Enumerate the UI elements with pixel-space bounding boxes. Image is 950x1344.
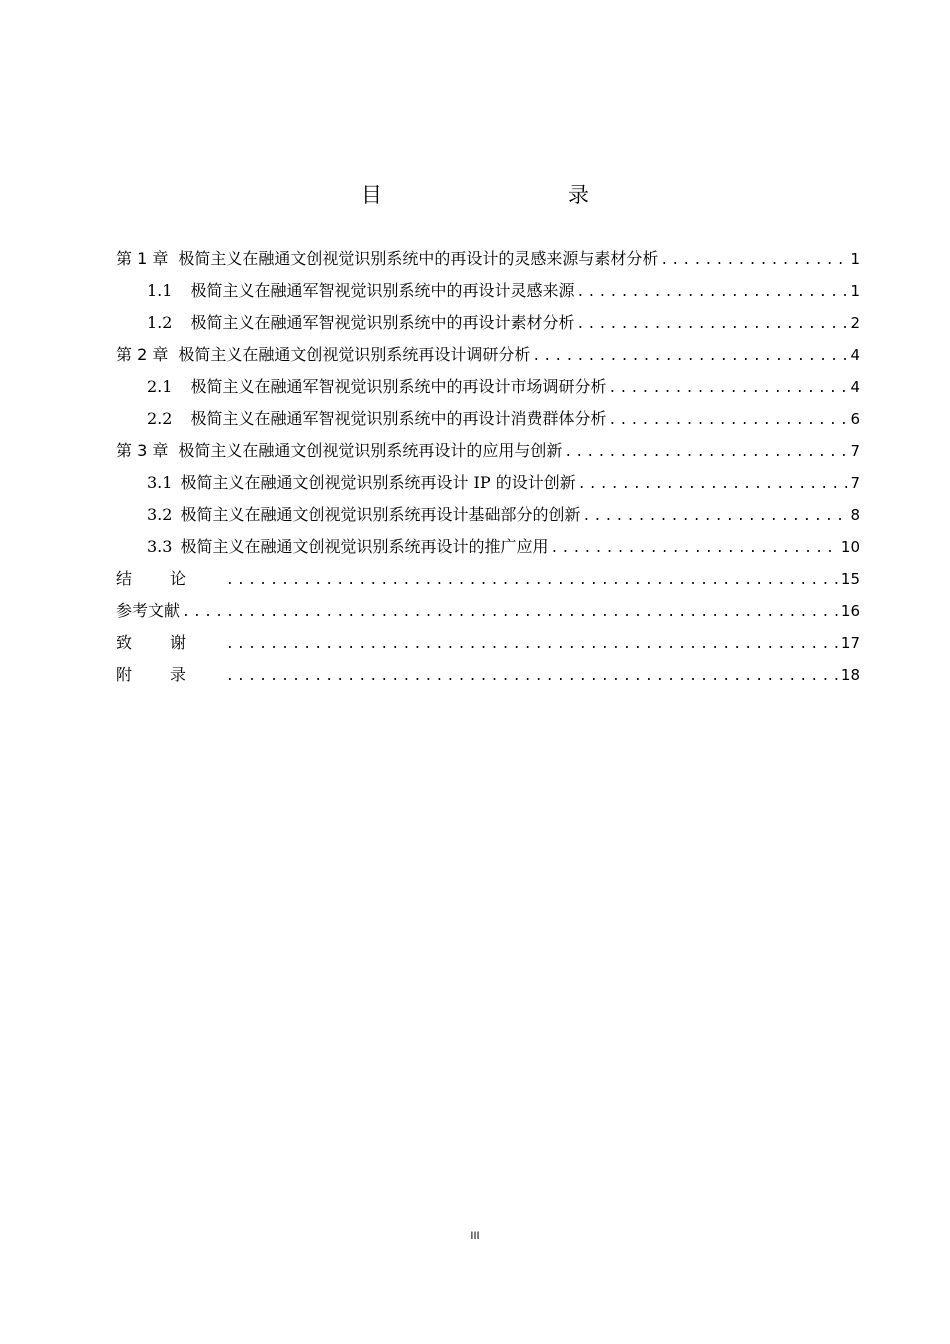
dot-leader (182, 600, 838, 626)
toc-entry-number: 第 1 章 (116, 249, 169, 268)
toc-entry-acknowledgements[interactable] (116, 630, 860, 662)
toc-entry-title: 结论 (116, 569, 225, 588)
toc-entry-page: 15 (840, 570, 860, 588)
toc-entry-section-3-2[interactable] (116, 502, 860, 534)
toc-entry-page: 1 (850, 250, 860, 268)
dot-leader (576, 280, 847, 306)
dot-leader (564, 440, 847, 466)
toc-entry-page: 8 (850, 506, 860, 524)
toc-entry-title: 极简主义在融通文创视觉识别系统中的再设计的灵感来源与素材分析 (178, 249, 659, 268)
dot-leader (578, 472, 848, 498)
toc-entry-page: 16 (840, 602, 860, 620)
page-number: III (470, 1230, 480, 1242)
dot-leader (226, 568, 838, 594)
table-of-contents (116, 246, 860, 694)
toc-entry-conclusion[interactable] (116, 566, 860, 598)
toc-entry-number: 第 2 章 (116, 345, 169, 364)
toc-entry-title: 极简主义在融通军智视觉识别系统中的再设计素材分析 (190, 313, 575, 332)
toc-entry-chapter-1[interactable] (116, 246, 860, 278)
toc-entry-section-1-2[interactable] (116, 310, 860, 342)
toc-entry-section-2-1[interactable] (116, 374, 860, 406)
dot-leader (582, 504, 847, 530)
toc-entry-title: 极简主义在融通军智视觉识别系统中的再设计灵感来源 (190, 281, 575, 300)
toc-entry-title: 极简主义在融通文创视觉识别系统再设计 IP 的设计创新 (180, 473, 576, 492)
dot-leader (532, 344, 847, 370)
toc-entry-number: 第 3 章 (116, 441, 169, 460)
dot-leader (608, 408, 847, 434)
toc-entry-number: 1.1 (147, 281, 173, 300)
toc-entry-number: 2.1 (147, 377, 173, 396)
toc-entry-title: 极简主义在融通军智视觉识别系统中的再设计消费群体分析 (190, 409, 607, 428)
toc-entry-section-3-3[interactable] (116, 534, 860, 566)
dot-leader (226, 664, 838, 690)
toc-entry-page: 7 (850, 442, 860, 460)
toc-entry-number: 3.1 (147, 473, 173, 492)
dot-leader (226, 632, 838, 658)
toc-entry-title: 附录 (116, 665, 225, 684)
dot-leader (576, 312, 847, 338)
toc-entry-number: 3.3 (147, 537, 173, 556)
dot-leader (660, 248, 847, 274)
toc-entry-title: 极简主义在融通文创视觉识别系统再设计的推广应用 (180, 537, 549, 556)
toc-entry-references[interactable] (116, 598, 860, 630)
toc-entry-page: 6 (850, 410, 860, 428)
toc-entry-appendix[interactable] (116, 662, 860, 694)
dot-leader (550, 536, 837, 562)
toc-entry-title: 极简主义在融通文创视觉识别系统再设计基础部分的创新 (180, 505, 581, 524)
toc-entry-page: 10 (840, 538, 860, 556)
toc-entry-chapter-3[interactable] (116, 438, 860, 470)
toc-entry-title: 极简主义在融通军智视觉识别系统中的再设计市场调研分析 (190, 377, 607, 396)
toc-entry-page: 4 (850, 346, 860, 364)
toc-entry-page: 17 (840, 634, 860, 652)
toc-entry-title: 极简主义在融通文创视觉识别系统再设计调研分析 (178, 345, 531, 364)
toc-entry-section-1-1[interactable] (116, 278, 860, 310)
toc-entry-number: 3.2 (147, 505, 173, 524)
toc-entry-chapter-2[interactable] (116, 342, 860, 374)
toc-entry-page: 7 (850, 474, 860, 492)
toc-entry-page: 18 (840, 666, 860, 684)
toc-entry-page: 1 (850, 282, 860, 300)
toc-entry-title: 致谢 (116, 633, 225, 652)
toc-entry-title: 参考文献 (116, 601, 181, 620)
dot-leader (608, 376, 847, 402)
toc-entry-section-3-1[interactable] (116, 470, 860, 502)
toc-entry-number: 2.2 (147, 409, 173, 428)
toc-entry-title: 极简主义在融通文创视觉识别系统再设计的应用与创新 (178, 441, 563, 460)
toc-entry-number: 1.2 (147, 313, 173, 332)
toc-entry-page: 4 (850, 378, 860, 396)
toc-entry-section-2-2[interactable] (116, 406, 860, 438)
toc-entry-page: 2 (850, 314, 860, 332)
page-title: 目 录 (361, 183, 637, 207)
